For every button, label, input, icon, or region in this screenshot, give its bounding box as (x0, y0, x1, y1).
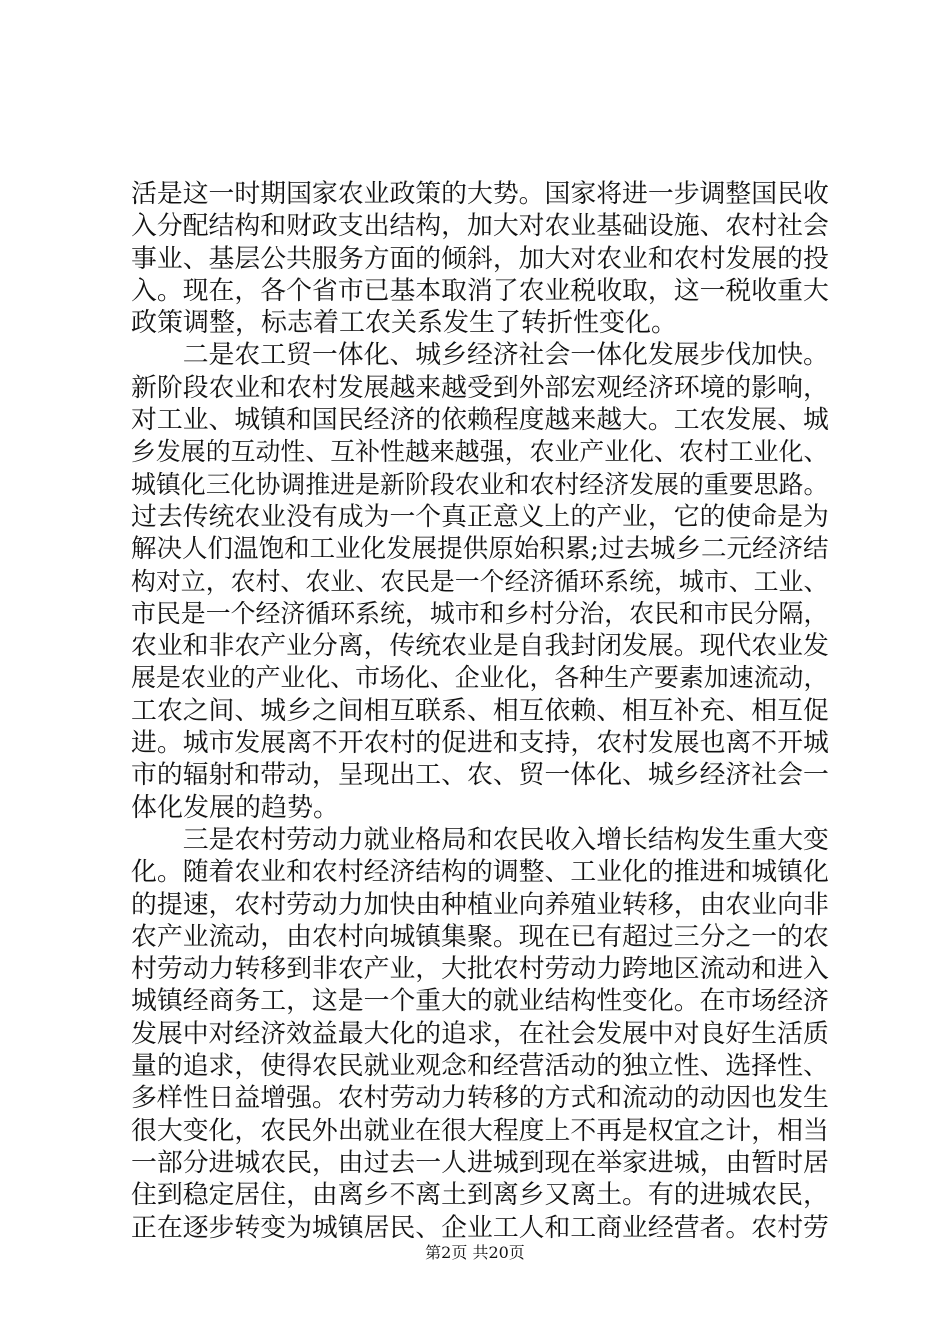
text-line: 展是农业的产业化、市场化、企业化，各种生产要素加速流动， (131, 663, 829, 693)
text-line: 正在逐步转变为城镇居民、企业工人和工商业经营者。农村劳 (131, 1212, 829, 1243)
text-line: 新阶段农业和农村发展越来越受到外部宏观经济环境的影响， (131, 372, 829, 403)
text-line: 对工业、城镇和国民经济的依赖程度越来越大。工农发展、城 (131, 405, 829, 436)
text-line: 活是这一时期国家农业政策的大势。国家将进一步调整国民收 (131, 179, 829, 209)
text-line: 一部分进城农民，由过去一人进城到现在举家进城，由暂时居 (131, 1147, 829, 1178)
text-line: 三是农村劳动力就业格局和农民收入增长结构发生重大变 (131, 824, 829, 855)
text-line: 事业、基层公共服务方面的倾斜，加大对农业和农村发展的投 (131, 243, 829, 274)
text-line: 解决人们温饱和工业化发展提供原始积累;过去城乡二元经济结 (131, 534, 829, 565)
body-text (131, 178, 829, 1244)
text-line: 很大变化，农民外出就业在很大程度上不再是权宜之计，相当 (131, 1115, 829, 1146)
text-line: 多样性日益增强。农村劳动力转移的方式和流动的动因也发生 (131, 1083, 829, 1114)
text-line: 体化发展的趋势。 (131, 792, 340, 823)
text-line: 城镇化三化协调推进是新阶段农业和农村经济发展的重要思路。 (131, 469, 829, 499)
text-line: 乡发展的互动性、互补性越来越强，农业产业化、农村工业化、 (131, 437, 829, 467)
text-line: 农业和非农产业分离，传统农业是自我封闭发展。现代农业发 (131, 631, 829, 662)
text-line: 村劳动力转移到非农产业，大批农村劳动力跨地区流动和进入 (131, 954, 829, 985)
page-footer: 第2页 共20页 (425, 1243, 525, 1262)
text-line: 城镇经商务工，这是一个重大的就业结构性变化。在市场经济 (131, 986, 829, 1017)
text-line: 的提速，农村劳动力加快由种植业向养殖业转移，由农业向非 (131, 889, 829, 920)
text-line: 农产业流动，由农村向城镇集聚。现在已有超过三分之一的农 (131, 921, 829, 952)
text-line: 入。现在，各个省市已基本取消了农业税收取，这一税收重大 (131, 275, 829, 306)
text-line: 构对立，农村、农业、农民是一个经济循环系统，城市、工业、 (131, 566, 829, 596)
text-line: 市民是一个经济循环系统，城市和乡村分治，农民和市民分隔， (131, 598, 829, 628)
text-line: 量的追求，使得农民就业观念和经营活动的独立性、选择性、 (131, 1051, 829, 1082)
text-line: 过去传统农业没有成为一个真正意义上的产业，它的使命是为 (131, 501, 829, 532)
text-line: 住到稳定居住，由离乡不离土到离乡又离土。有的进城农民， (131, 1180, 829, 1211)
text-line: 工农之间、城乡之间相互联系、相互依赖、相互补充、相互促 (131, 695, 829, 726)
text-line: 发展中对经济效益最大化的追求，在社会发展中对良好生活质 (131, 1018, 829, 1049)
text-line: 进。城市发展离不开农村的促进和支持，农村发展也离不开城 (131, 728, 829, 759)
text-line: 二是农工贸一体化、城乡经济社会一体化发展步伐加快。 (131, 340, 829, 371)
text-line: 入分配结构和财政支出结构，加大对农业基础设施、农村社会 (131, 211, 829, 242)
text-line: 市的辐射和带动，呈现出工、农、贸一体化、城乡经济社会一 (131, 760, 829, 791)
text-line: 化。随着农业和农村经济结构的调整、工业化的推进和城镇化 (131, 857, 829, 888)
text-line: 政策调整，标志着工农关系发生了转折性变化。 (131, 308, 678, 339)
